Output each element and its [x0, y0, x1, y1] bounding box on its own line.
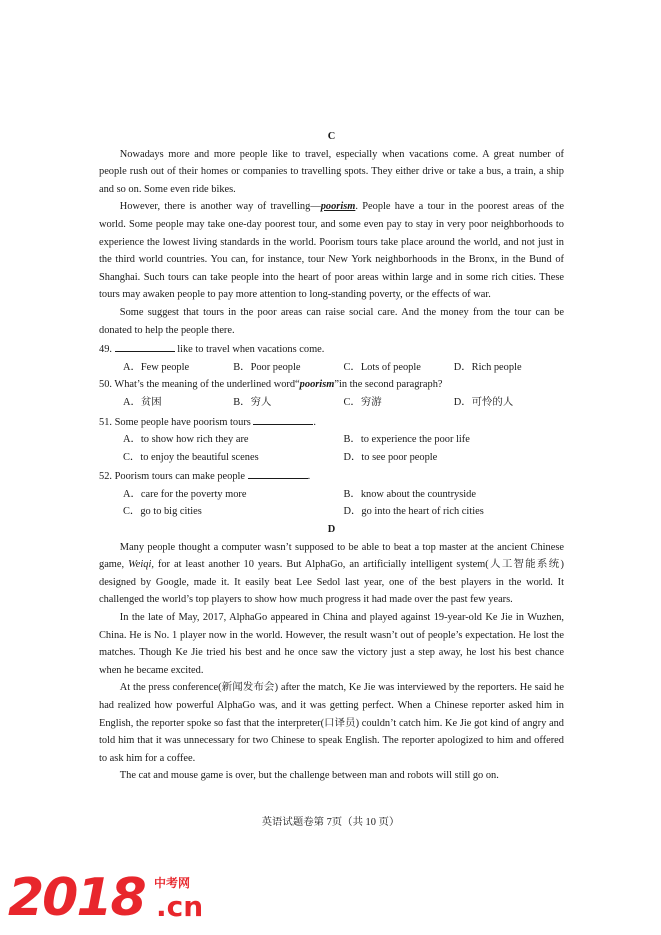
option-c: C．穷游	[343, 396, 382, 408]
option-d: D．go into the heart of rich cities	[343, 506, 484, 518]
option-d: D．to see poor people	[343, 451, 438, 463]
option-b: B．Poor people	[233, 361, 301, 373]
exam-page	[99, 128, 564, 785]
p2-text-after: . People have a tour in the poorest areas of the world. Some people may take one-day poorest tour, and some even pay to stay in very poor neighborhoods to experience the lowest living standards in the world. Poorism tours take place around the world, and not just in the third world countries. You can, for instance, tour New York neighborhoods in the Bronx, in the Bund of Shanghai. Such tours can take people into the heart of poor areas within large and in some rich cities. These tours may awaken people to pay more attention to long-standing poverty, or the effects of war.	[99, 201, 564, 301]
option-c: C．go to big cities	[123, 506, 202, 518]
question-text: like to travel when vacations come.	[174, 344, 325, 356]
question-49	[99, 339, 564, 359]
option-b: B．know about the countryside	[343, 488, 476, 500]
question-text: What’s the meaning of the underlined word“	[114, 379, 300, 391]
word-weiqi: Weiqi,	[128, 559, 154, 571]
answer-blank	[253, 412, 313, 425]
section-d-heading: D	[327, 524, 336, 536]
question-49-options	[99, 359, 564, 377]
question-52	[99, 466, 564, 486]
logo-tag: 中考网	[154, 876, 191, 890]
option-b: B．to experience the poor life	[343, 434, 470, 446]
question-text-after: .	[313, 416, 317, 428]
question-text-after: ”in the second paragraph?	[334, 379, 443, 391]
logo-domain: .cn	[156, 890, 204, 923]
option-d: D．可怜的人	[453, 396, 514, 408]
option-b: B．穷人	[233, 396, 272, 408]
section-d-paragraph-2: In the late of May, 2017, AlphaGo appeared in China and played against 19-year-old Ke Jie in Wuzhen, China. He is No. 1 player now in the world. However, the result wasn’t out of people’s expectation. He lost the matches. Though Ke Jie tried his best and he once saw the victory just a step away, he lost his best chance when he became excited.	[99, 612, 564, 676]
logo-number: 2018	[8, 868, 145, 928]
underlined-word-poorism: poorism	[320, 201, 356, 213]
question-number: 52.	[99, 471, 112, 483]
page-footer: 英语试题卷第 7页（共 10 页）	[261, 817, 400, 828]
question-text-after: .	[307, 471, 311, 483]
section-d-paragraph-3: At the press conference(新闻发布会) after the match, Ke Jie was interviewed by the reporters. He said he had realized how powerful AlphaGo was, and it was getting perfect. When a Chinese reporter asked him in English, the reporter spoke so fast that the interpreter(口译员) couldn’t catch him. Ke Jie got kind of angry and told him that it was unnecessary for two Chinese to speak English. The reporter apologized to him and offered to ask him for a coffee.	[99, 682, 564, 764]
option-d: D．Rich people	[453, 361, 522, 373]
question-51	[99, 412, 564, 432]
section-c-heading: C	[327, 131, 336, 142]
p2-text-before: However, there is another way of travelling—	[119, 201, 321, 213]
option-c: C．Lots of people	[343, 361, 421, 373]
section-d-paragraph-4: The cat and mouse game is over, but the challenge between man and robots will still go on.	[119, 770, 499, 782]
option-a: A．Few people	[123, 361, 190, 373]
site-logo	[8, 868, 208, 930]
question-number: 51.	[99, 416, 112, 428]
question-51-options-row-2	[99, 449, 564, 467]
question-50-options	[99, 394, 564, 412]
answer-blank	[248, 466, 308, 479]
p1-text-a: Many people thought a computer wasn’t supposed to be able to beat a top master at the ancient Chinese game,	[99, 541, 564, 571]
question-51-options-row-1	[99, 431, 564, 449]
section-d-paragraph-1	[99, 539, 564, 609]
option-a: A．贫困	[123, 396, 162, 408]
option-a: A．care for the poverty more	[123, 488, 247, 500]
question-number: 50.	[99, 379, 112, 391]
question-50	[99, 376, 564, 394]
answer-blank	[115, 339, 175, 352]
question-word: poorism	[299, 379, 335, 391]
question-52-options-row-2	[99, 503, 564, 521]
section-c-paragraph-2	[99, 198, 564, 304]
option-c: C．to enjoy the beautiful scenes	[123, 451, 259, 463]
p1-text-b: for at least another 10 years. But AlphaGo, an artificially intelligent system(人工智能系统) designed by Google, made it. It easily beat Lee Sedol last year, one of the best players in the world. It challenged the world’s top players to show how much progress it had made over the past few years.	[99, 559, 564, 606]
question-text: Some people have poorism tours	[114, 416, 254, 428]
question-text: Poorism tours can make people	[114, 471, 248, 483]
option-a: A．to show how rich they are	[123, 434, 249, 446]
section-c-paragraph-1: Nowadays more and more people like to travel, especially when vacations come. A great number of people rush out of their homes or companies to travelling spots. They either drive or take a bus, a train, a ship and so on. Some even ride bikes.	[99, 148, 564, 195]
section-c-paragraph-3: Some suggest that tours in the poor areas can raise social care. And the money from the tour can be donated to help the people there.	[99, 306, 564, 336]
question-number: 49.	[99, 344, 112, 356]
question-52-options-row-1	[99, 486, 564, 504]
